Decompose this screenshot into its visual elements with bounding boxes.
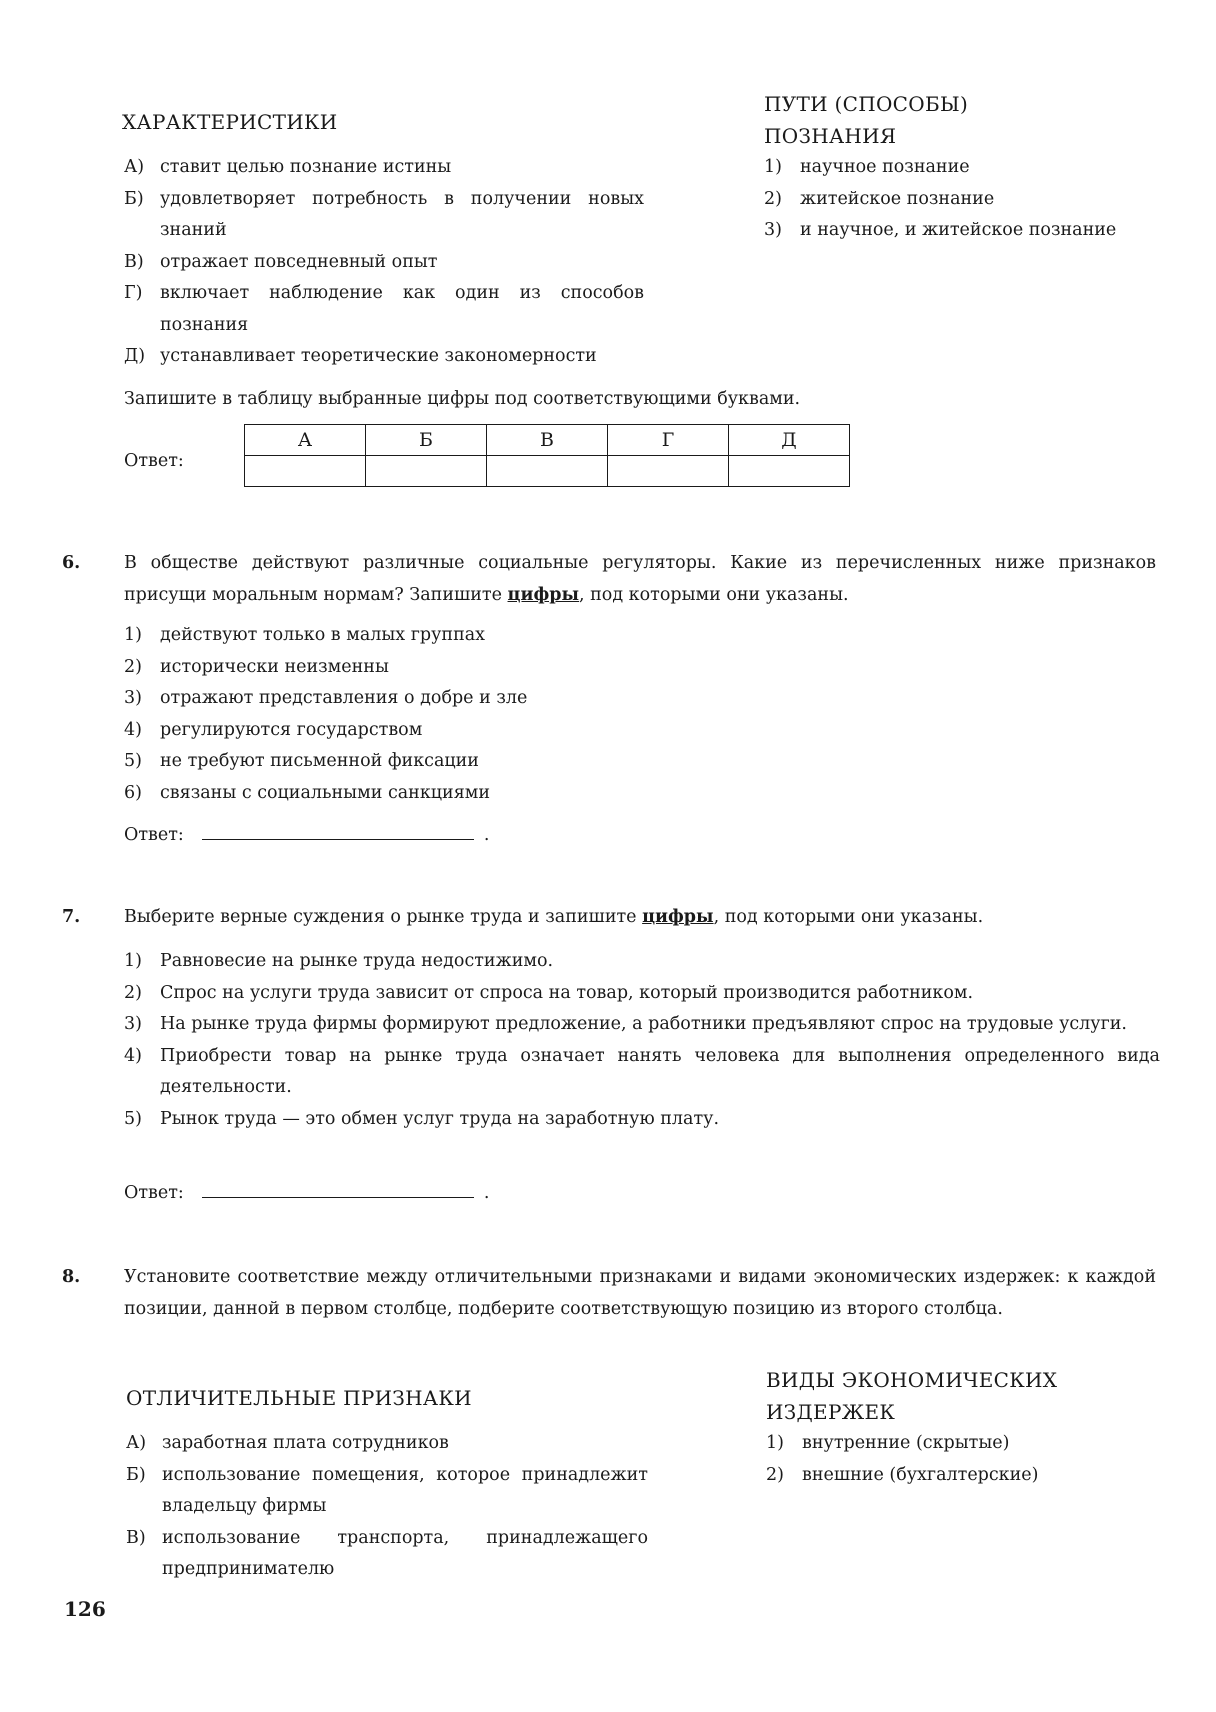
item-text: На рынке труда фирмы формируют предложение, а работники предъявляют спрос на трудовые услуги. — [160, 1014, 1127, 1034]
question-number: 7. — [62, 907, 81, 927]
item-label: 5) — [124, 751, 142, 771]
item-label: Б) — [124, 188, 144, 209]
item-label: 2) — [124, 982, 142, 1003]
item-text: регулируются государством — [160, 719, 423, 740]
item-text: ставит целью познание истины — [160, 157, 452, 177]
features-list — [126, 1428, 648, 1586]
list-item — [764, 184, 1184, 216]
answer-table — [244, 424, 850, 487]
item-text: исторически неизменны — [160, 656, 389, 677]
list-item — [124, 1041, 1160, 1104]
answer-end: . — [483, 825, 490, 845]
item-text: удовлетворяет потребность в получении новых знаний — [160, 188, 644, 240]
answer-row — [124, 1178, 489, 1210]
list-item — [124, 778, 824, 810]
list-item — [124, 1104, 1160, 1136]
list-item — [124, 341, 644, 373]
item-text: использование транспорта, принадлежащего предпринимателю — [162, 1527, 648, 1579]
item-label: 2) — [124, 656, 142, 677]
item-label: А) — [126, 1433, 147, 1453]
answer-line[interactable] — [202, 1179, 474, 1198]
item-label: 4) — [124, 1045, 142, 1066]
question-text: Установите соответствие между отличительными признаками и видами экономических издержек: к каждой позиции, данной в первом столбце, подберите соответствующую позицию из второго столбца. — [124, 1267, 1156, 1319]
item-label: 6) — [124, 782, 142, 803]
item-label: Г) — [124, 283, 143, 303]
item-text: не требуют письменной фиксации — [160, 751, 479, 771]
list-item — [124, 978, 1160, 1010]
item-text: внешние (бухгалтерские) — [802, 1464, 1039, 1485]
item-text: Спрос на услуги труда зависит от спроса на товар, который производится работником. — [160, 982, 974, 1003]
question-text-part: , под которыми они указаны. — [713, 907, 984, 927]
answer-cell[interactable] — [729, 456, 850, 487]
features-heading: ОТЛИЧИТЕЛЬНЫЕ ПРИЗНАКИ — [126, 1386, 472, 1410]
item-label: В) — [126, 1527, 146, 1548]
item-label: 3) — [124, 688, 142, 708]
item-label: 3) — [764, 220, 782, 240]
ways-heading-line1: ПУТИ (СПОСОБЫ) — [764, 92, 969, 116]
page-number: 126 — [64, 1597, 106, 1621]
table-instruction: Запишите в таблицу выбранные цифры под соответствующими буквами. — [124, 389, 801, 409]
item-label: В) — [124, 251, 144, 272]
item-text: заработная плата сотрудников — [162, 1433, 449, 1453]
list-item — [124, 247, 644, 279]
item-label: А) — [124, 157, 145, 177]
item-label: 1) — [124, 951, 142, 971]
answer-label: Ответ: — [124, 451, 184, 471]
item-text: связаны с социальными санкциями — [160, 782, 491, 803]
answer-cell[interactable] — [245, 456, 366, 487]
ways-list — [764, 152, 1184, 247]
cost-types-list — [766, 1428, 1186, 1491]
list-item — [124, 278, 644, 341]
answer-label: Ответ: — [124, 1183, 184, 1203]
answer-cell[interactable] — [608, 456, 729, 487]
list-item — [126, 1523, 648, 1586]
cost-types-heading — [766, 1364, 1057, 1428]
list-item — [124, 683, 824, 715]
table-header-cell: В — [487, 425, 608, 456]
item-label: 2) — [766, 1464, 784, 1485]
table-header-cell: Б — [366, 425, 487, 456]
item-text: использование помещения, которое принадлежит владельцу фирмы — [162, 1464, 648, 1516]
list-item — [124, 152, 644, 184]
item-label: 1) — [766, 1433, 784, 1453]
list-item — [124, 184, 644, 247]
item-text: Рынок труда — это обмен услуг труда на заработную плату. — [160, 1108, 720, 1129]
item-label: 3) — [124, 1014, 142, 1034]
answer-cell[interactable] — [487, 456, 608, 487]
answer-table-header-row — [245, 425, 850, 456]
item-text: житейское познание — [800, 188, 995, 209]
item-text: внутренние (скрытые) — [802, 1433, 1010, 1453]
list-item — [764, 215, 1184, 247]
characteristics-list — [124, 152, 644, 373]
item-text: включает наблюдение как один из способов познания — [160, 283, 644, 335]
ways-heading — [764, 88, 968, 152]
cost-types-heading-line1: ВИДЫ ЭКОНОМИЧЕСКИХ — [766, 1368, 1058, 1392]
list-item — [124, 652, 824, 684]
answer-cell[interactable] — [366, 456, 487, 487]
table-header-cell: А — [245, 425, 366, 456]
ways-heading-line2: ПОЗНАНИЯ — [764, 124, 897, 148]
emphasis-word: цифры — [642, 907, 714, 927]
q7-options — [124, 946, 1160, 1135]
item-text: Приобрести товар на рынке труда означает нанять человека для выполнения определенного вида деятельности. — [160, 1045, 1160, 1097]
answer-end: . — [483, 1183, 490, 1203]
emphasis-word: цифры — [507, 584, 580, 605]
item-label: 1) — [124, 625, 142, 645]
list-item — [124, 715, 824, 747]
list-item — [764, 152, 1184, 184]
list-item — [124, 1009, 1160, 1041]
item-label: 4) — [124, 719, 142, 740]
question-text-part: В обществе действуют различные социальные регуляторы. Какие из перечисленных ниже признаков присущи моральным нормам? Запишите — [124, 553, 1156, 605]
item-text: устанавливает теоретические закономерности — [160, 346, 597, 366]
item-label: 2) — [764, 188, 782, 209]
item-text: и научное, и житейское познание — [800, 220, 1117, 240]
question-text-part: , под которыми они указаны. — [579, 584, 849, 605]
list-item — [124, 746, 824, 778]
item-label: Д) — [124, 346, 146, 366]
item-label: Б) — [126, 1464, 146, 1485]
item-text: отражают представления о добре и зле — [160, 688, 528, 708]
question-text — [124, 902, 1156, 934]
item-label: 1) — [764, 157, 782, 177]
table-header-cell: Г — [608, 425, 729, 456]
answer-line[interactable] — [202, 821, 474, 840]
item-text: действуют только в малых группах — [160, 625, 486, 645]
list-item — [766, 1460, 1186, 1492]
question-number: 6. — [62, 553, 81, 573]
cost-types-heading-line2: ИЗДЕРЖЕК — [766, 1400, 896, 1424]
list-item — [126, 1460, 648, 1523]
item-text: Равновесие на рынке труда недостижимо. — [160, 951, 554, 971]
list-item — [766, 1428, 1186, 1460]
question-number: 8. — [62, 1267, 81, 1287]
characteristics-heading: ХАРАКТЕРИСТИКИ — [122, 110, 338, 134]
list-item — [124, 620, 824, 652]
list-item — [124, 946, 1160, 978]
item-text: отражает повседневный опыт — [160, 251, 438, 272]
table-header-cell: Д — [729, 425, 850, 456]
answer-label: Ответ: — [124, 825, 184, 845]
question-text — [124, 548, 1156, 611]
answer-table-input-row — [245, 456, 850, 487]
q6-options — [124, 620, 824, 809]
answer-row — [124, 820, 489, 852]
item-text: научное познание — [800, 157, 970, 177]
list-item — [126, 1428, 648, 1460]
item-label: 5) — [124, 1108, 142, 1129]
question-text-part: Выберите верные суждения о рынке труда и запишите — [124, 907, 643, 927]
